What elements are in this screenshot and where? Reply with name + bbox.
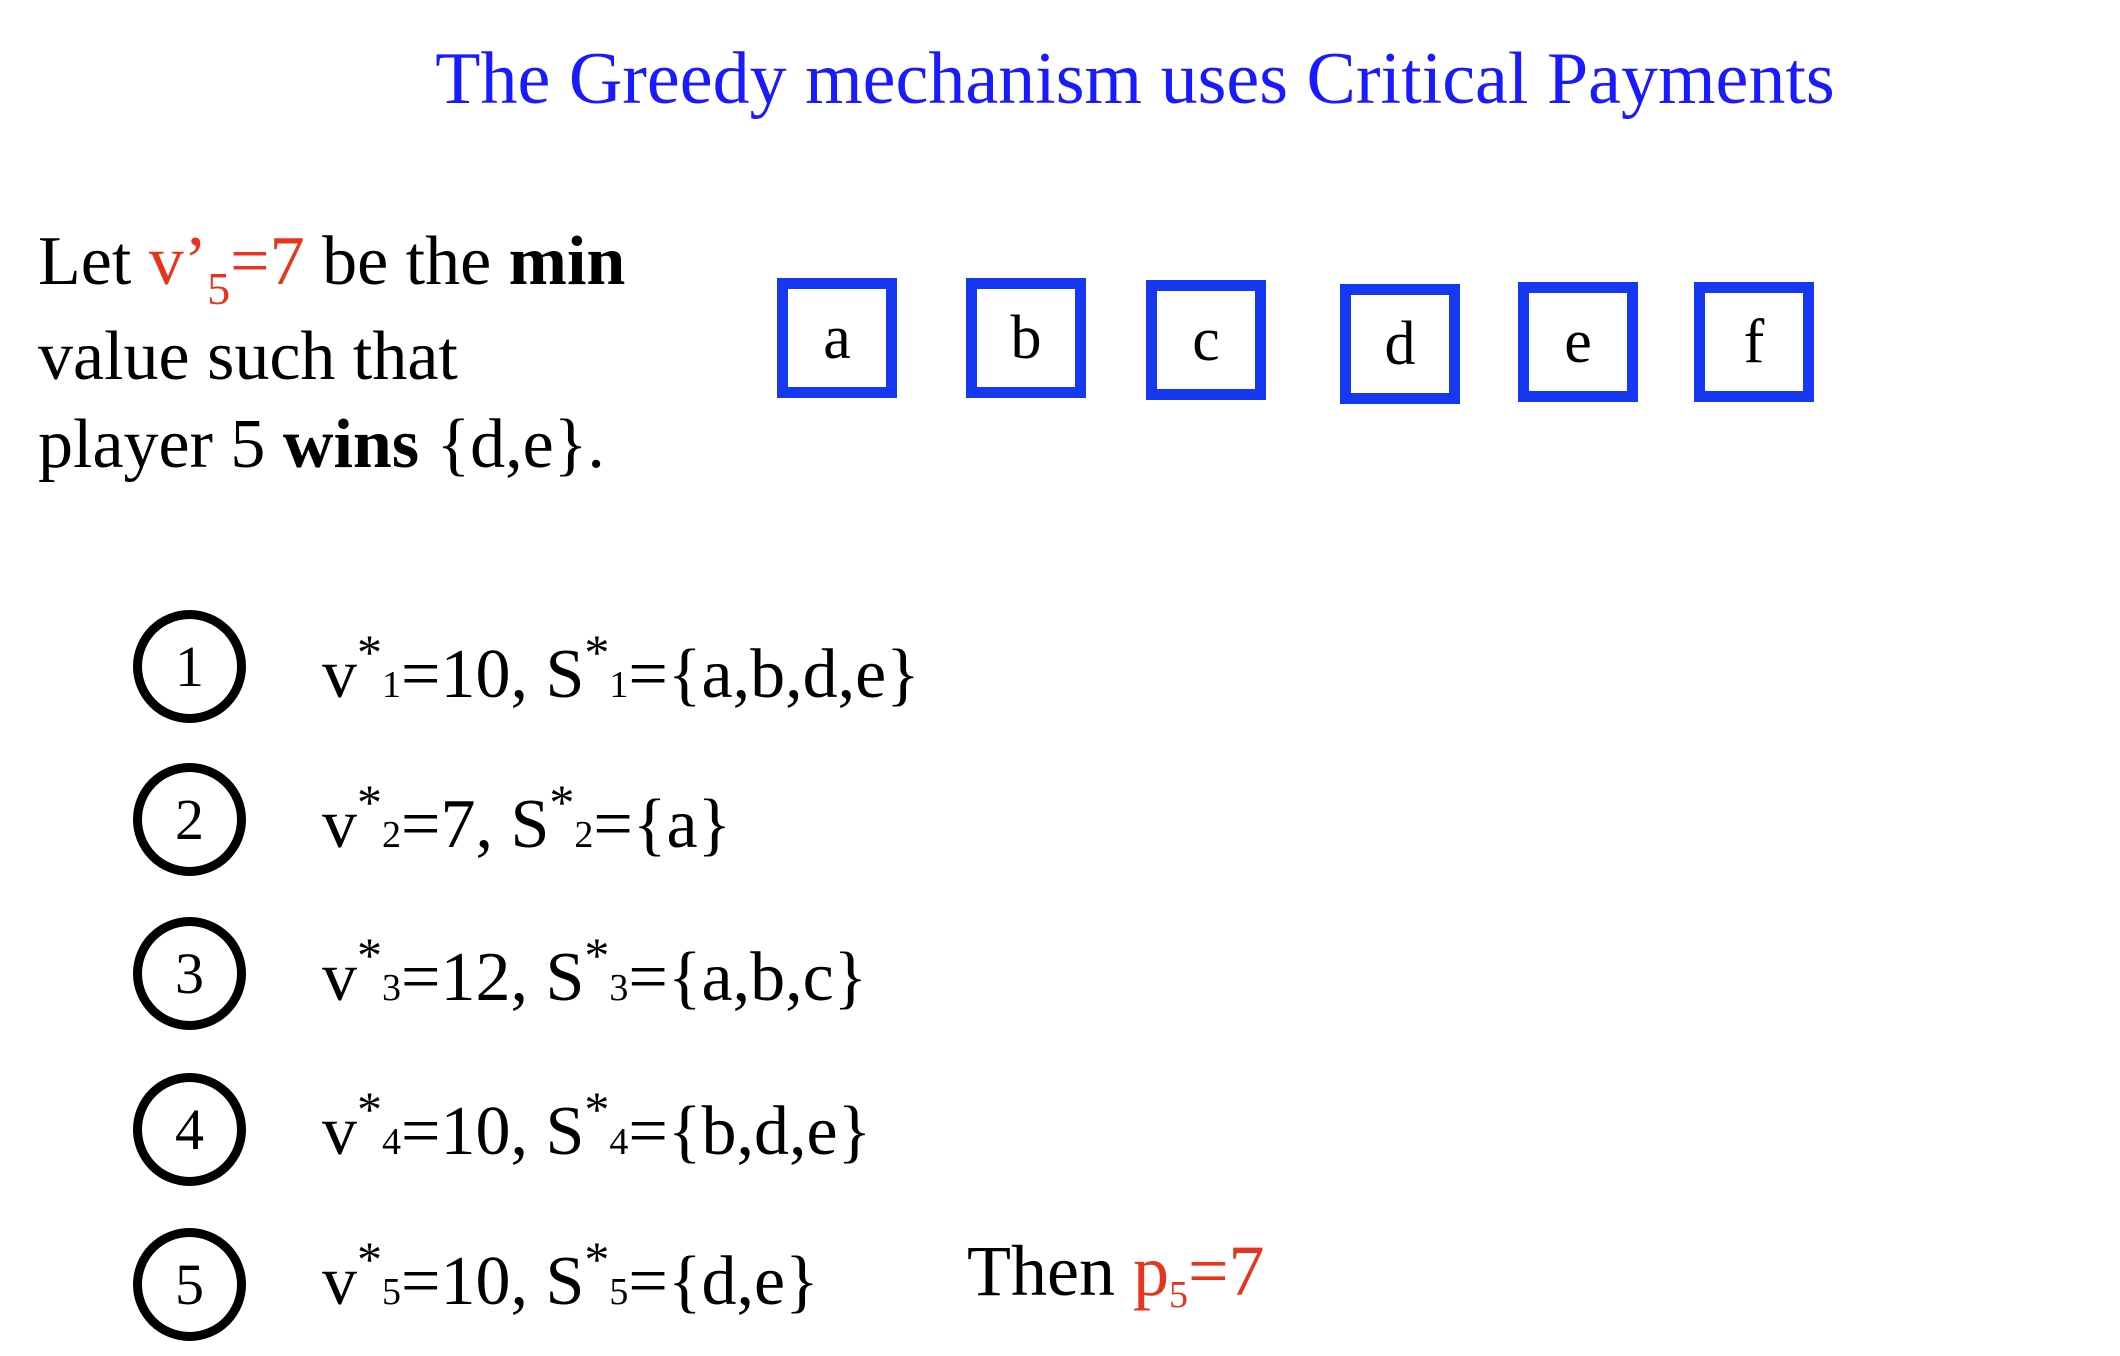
bid-number-3: 3	[133, 917, 246, 1030]
intro-text	[38, 218, 625, 489]
intro-line-2: value such that	[38, 318, 458, 395]
bid-row-4: v*4=10, S*4={b,d,e}	[322, 1081, 872, 1170]
item-box-f: f	[1694, 282, 1814, 402]
page-title: The Greedy mechanism uses Critical Payments	[435, 38, 1835, 120]
item-box-d: d	[1340, 284, 1460, 404]
bid-number-2: 2	[133, 763, 246, 876]
item-box-e: e	[1518, 282, 1638, 402]
critical-value: $v’_5=7$	[148, 223, 305, 314]
bid-number-1: 1	[133, 610, 246, 723]
intro-line-3: player 5 wins {d,e}.	[38, 406, 605, 483]
bid-row-5: v*5=10, S*5={d,e}	[322, 1231, 819, 1320]
item-box-b: b	[966, 278, 1086, 398]
item-box-a: a	[777, 278, 897, 398]
item-box-c: c	[1146, 280, 1266, 400]
payment-result: Then p5=7	[967, 1231, 1265, 1316]
bid-row-2: v*2=7, S*2={a}	[322, 774, 732, 863]
bid-number-5: 5	[133, 1228, 246, 1341]
intro-line-1: Let $v’_5=7$ be the min	[38, 223, 626, 314]
bid-row-1: v*1=10, S*1={a,b,d,e}	[322, 624, 920, 713]
bid-row-3: v*3=12, S*3={a,b,c}	[322, 927, 868, 1016]
bid-number-4: 4	[133, 1073, 246, 1186]
